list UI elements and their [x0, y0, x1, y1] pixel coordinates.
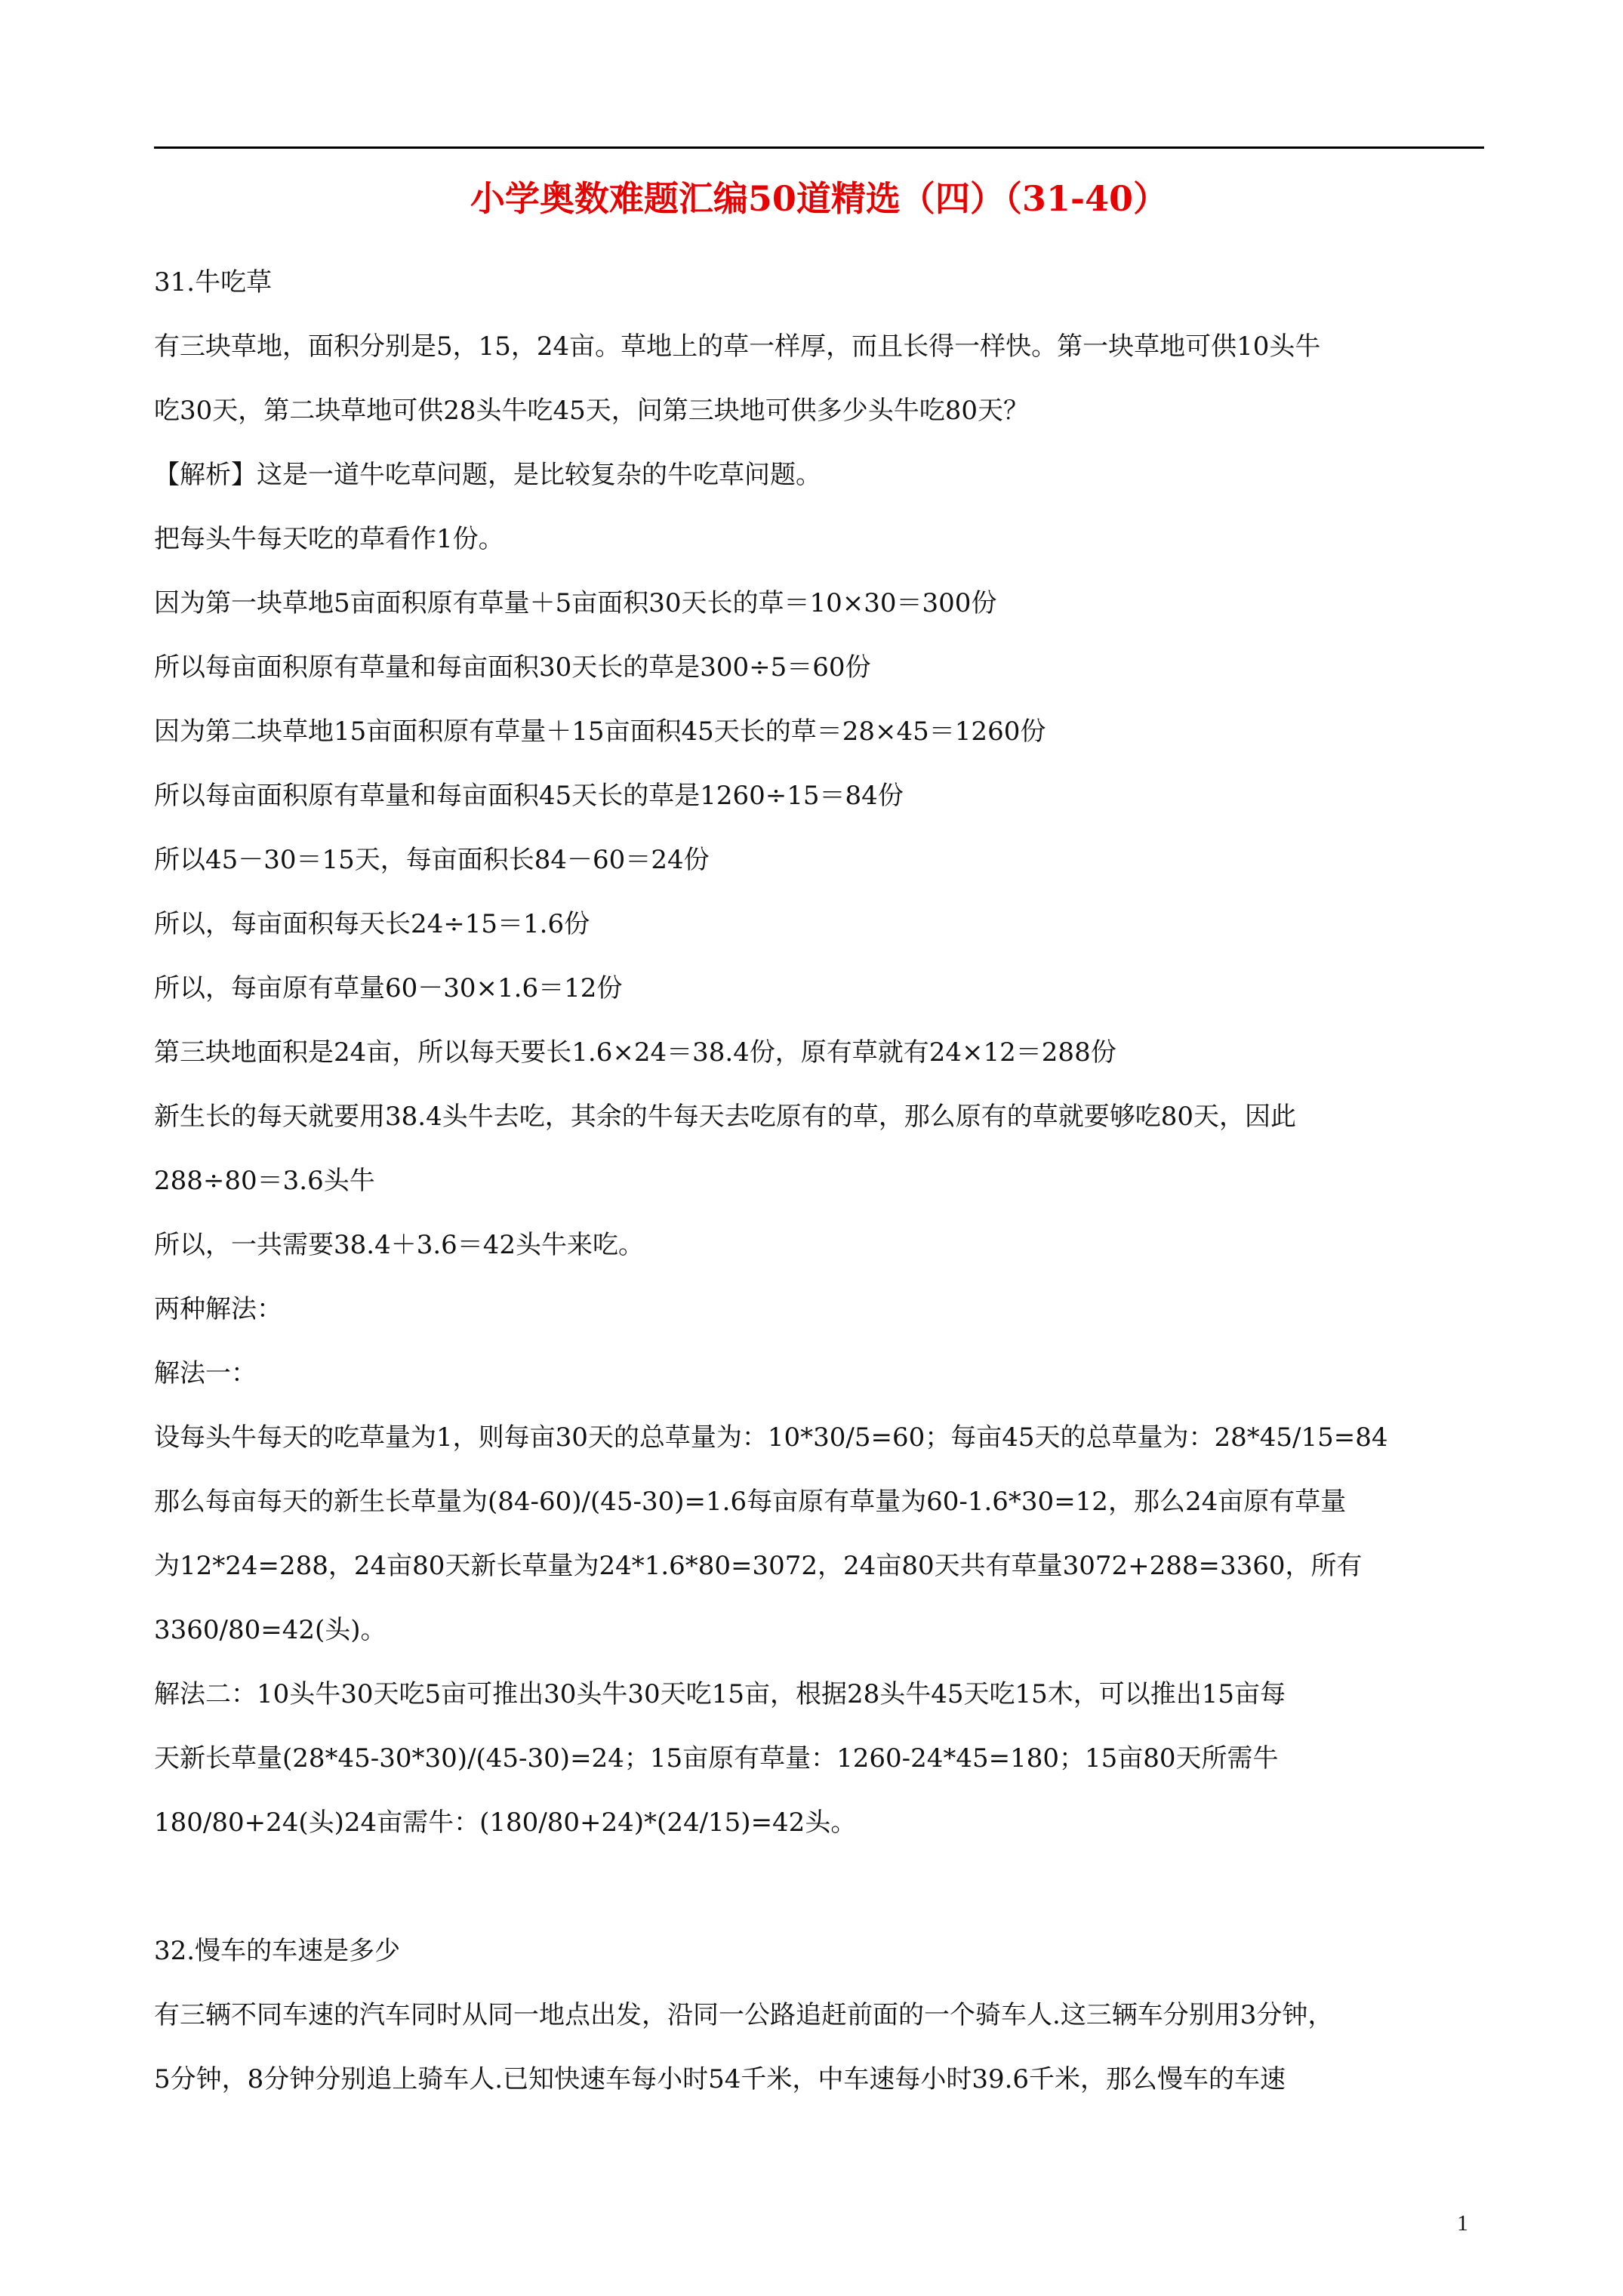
q31-analysis-line-11: 新生长的每天就要用38.4头牛去吃，其余的牛每天去吃原有的草，那么原有的草就要够吃80天，因此: [154, 1102, 1296, 1132]
q31-analysis-line-1: 【解析】这是一道牛吃草问题，是比较复杂的牛吃草问题。: [154, 460, 821, 490]
q31-analysis-line-2: 把每头牛每天吃的草看作1份。: [154, 524, 504, 554]
q31-method2-line-2: 天新长草量(28*45-30*30)/(45-30)=24；15亩原有草量：1260-24*45=180；15亩80天所需牛: [154, 1743, 1279, 1774]
section-spacer: [154, 1855, 1484, 1919]
q31-method1-line-4: 3360/80=42(头)。: [154, 1615, 387, 1645]
q31-method1-line-3: 为12*24=288，24亩80天新长草量为24*1.6*80=3072，24亩80天共有草量3072+288=3360，所有: [154, 1551, 1363, 1581]
q31-method1-line-2: 那么每亩每天的新生长草量为(84-60)/(45-30)=1.6每亩原有草量为60-1.6*30=12，那么24亩原有草量: [154, 1487, 1347, 1517]
q31-analysis-line-15: 解法一：: [154, 1358, 257, 1388]
q31-analysis-line-4: 所以每亩面积原有草量和每亩面积30天长的草是300÷5＝60份: [154, 652, 871, 683]
q31-heading: 31.牛吃草: [154, 267, 273, 297]
q31-analysis-line-5: 因为第二块草地15亩面积原有草量＋15亩面积45天长的草＝28×45＝1260份: [154, 717, 1046, 747]
q31-analysis-line-14: 两种解法：: [154, 1294, 282, 1324]
document-body: [154, 251, 1484, 2112]
q31-analysis-line-3: 因为第一块草地5亩面积原有草量＋5亩面积30天长的草＝10×30＝300份: [154, 588, 997, 618]
q31-method2-line-3: 180/80+24(头)24亩需牛：(180/80+24)*(24/15)=42头。: [154, 1808, 857, 1838]
q32-problem-line-2: 5分钟，8分钟分别追上骑车人.已知快速车每小时54千米，中车速每小时39.6千米，那么慢车的车速: [154, 2064, 1286, 2094]
header-rule: [154, 146, 1484, 149]
q31-analysis-line-8: 所以，每亩面积每天长24÷15＝1.6份: [154, 909, 590, 939]
q31-method1-line-1: 设每头牛每天的吃草量为1，则每亩30天的总草量为：10*30/5=60；每亩45天的总草量为：28*45/15=84: [154, 1422, 1388, 1453]
q31-analysis-line-7: 所以45－30＝15天，每亩面积长84－60＝24份: [154, 845, 710, 875]
q31-analysis-line-10: 第三块地面积是24亩，所以每天要长1.6×24＝38.4份，原有草就有24×12＝288份: [154, 1037, 1116, 1068]
q31-problem-line-2: 吃30天，第二块草地可供28头牛吃45天，问第三块地可供多少头牛吃80天？: [154, 396, 1030, 426]
q31-method2-line-1: 解法二：10头牛30天吃5亩可推出30头牛30天吃15亩，根据28头牛45天吃15木，可以推出15亩每: [154, 1679, 1286, 1709]
q31-analysis-line-12: 288÷80＝3.6头牛: [154, 1166, 375, 1196]
page-title: 小学奥数难题汇编50道精选（四）（31-40）: [470, 178, 1169, 219]
q31-analysis-line-13: 所以，一共需要38.4＋3.6＝42头牛来吃。: [154, 1230, 645, 1260]
q31-problem-line-1: 有三块草地，面积分别是5，15，24亩。草地上的草一样厚，而且长得一样快。第一块草地可供10头牛: [154, 331, 1321, 362]
q31-analysis-line-9: 所以，每亩原有草量60－30×1.6＝12份: [154, 973, 623, 1003]
page-number: 1: [1457, 2211, 1468, 2236]
q32-heading: 32.慢车的车速是多少: [154, 1936, 401, 1966]
q31-analysis-line-6: 所以每亩面积原有草量和每亩面积45天长的草是1260÷15＝84份: [154, 781, 904, 811]
q32-problem-line-1: 有三辆不同车速的汽车同时从同一地点出发，沿同一公路追赶前面的一个骑车人.这三辆车分别用3分钟，: [154, 2000, 1334, 2030]
